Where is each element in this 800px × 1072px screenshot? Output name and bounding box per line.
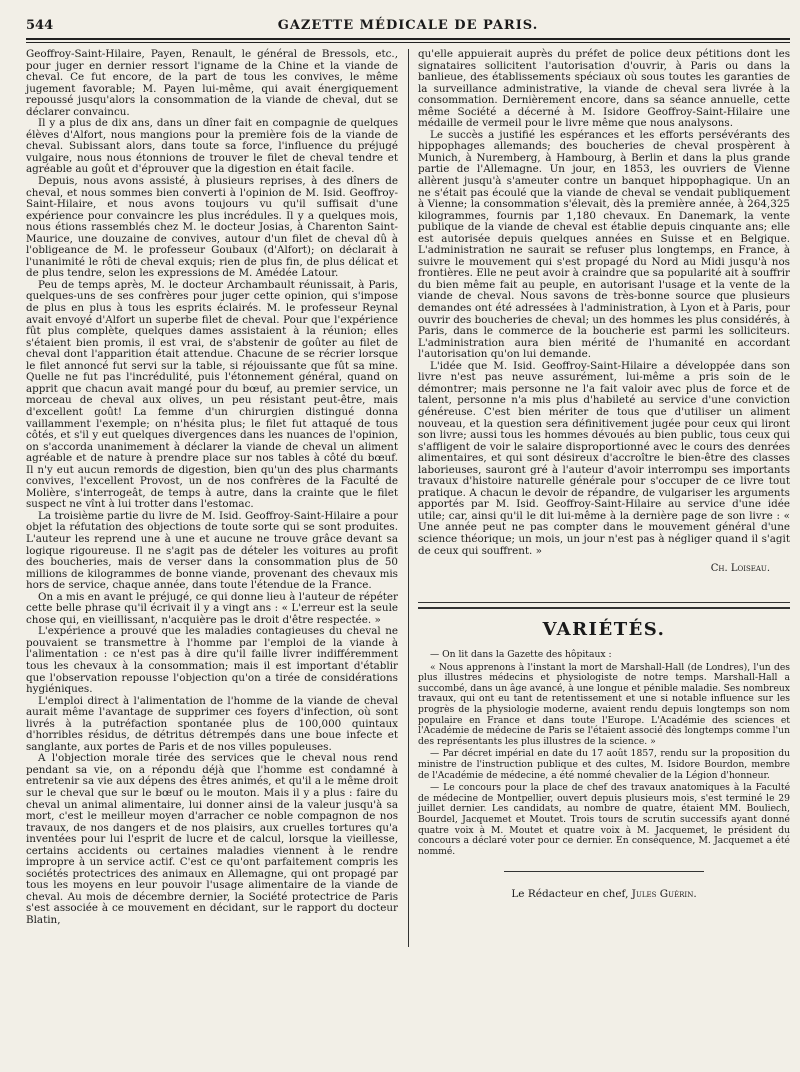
right-column [418,49,790,927]
header-rule [26,42,790,43]
news-item: — On lit dans la Gazette des hôpitaux : [430,649,612,661]
page-number: 544 [26,18,54,33]
paragraph: On a mis en avant le préjugé, ce qui donne lieu à l'auteur de répéter cette belle phrase qu'il écrivait il y a vingt ans : « L'erreur est la seule chose qui, en vieillissant, n'acquière pas le droit d'être respectée. » [26,590,398,626]
paragraph: Le succès a justifié les espérances et les efforts persévérants des hippophages allemands; des boucheries de cheval prospèrent à Munich, à Nuremberg, à Hambourg, à Berlin et dans la plus grande partie de l'Allemagne. Un jour, en 1853, les ouvriers de Vienne allèrent jusqu'à s'ameuter contre un banquet hippophagique. Un an ne s'était pas écoulé que la viande de cheval se vendait publiquement à Vienne; la consommation s'élevait, dès la première année, à 264,325 kilogrammes, fournis par 1,180 chevaux. En Danemark, la vente publique de la viande de cheval est établie depuis cinquante ans; elle est autorisée depuis quelques années en Suisse et en Belgique. L'administration ne saurait se refuser plus longtemps, en France, à suivre le mouvement qui s'est propagé du Nord au Midi jusqu'à nos frontières. Elle ne peut avoir à craindre que sa popularité ait à souffrir du bien même fait au peuple, en autorisant l'usage et la vente de la viande de cheval. Nous savons de très-bonne source que plusieurs demandes ont été adressées à l'administration, à Lyon et à Paris, pour ouvrir des boucheries de cheval; un des hommes les plus considérés, à Paris, dans le commerce de la boucherie est parmi les solliciteurs. L'administration aura bien mérité de l'humanité en accordant l'autorisation qu'on lui demande. [418,128,790,361]
paragraph: L'expérience a prouvé que les maladies contagieuses du cheval ne pouvaient se transmettre à l'homme par l'emploi de la viande à l'alimentation : ce n'est pas à dire qu'il faille livrer indifféremment tous les chevaux à la consommation; mais il est important d'établir que l'observation repousse l'objection qu'on a tirée de considérations hygiéniques. [26,625,398,696]
paragraph: La troisième partie du livre de M. Isid. Geoffroy-Saint-Hilaire a pour objet la réfutation des objections de toute sorte qui se sont produites. L'auteur les reprend une à une et aucune ne trouve grâce devant sa logique rigoureuse. Il ne s'agit pas de dételer les voitures au profit des boucheries, mais de verser dans la consommation plus de 50 millions de kilogrammes de bonne viande, provenant des chevaux mis hors de service, chaque année, dans toute l'étendue de la France. [26,509,398,592]
column-divider [408,49,409,947]
news-item: — Par décret impérial en date du 17 août 1857, rendu sur la proposition du ministre de l'instruction publique et des cultes, M. Isidore Bourdon, membre de l'Académie de médecine, a été nommé chevalier de la Légion d'honneur. [418,748,790,781]
paragraph: qu'elle appuierait auprès du préfet de police deux pétitions dont les signataires sollicitent l'autorisation d'ouvrir, à Paris ou dans la banlieue, des établissements spéciaux où sous toutes les garanties de la surveillance administrative, la viande de cheval sera livrée à la consommation. Dernièrement encore, dans sa séance annuelle, cette même Société a décerné à M. Isidore Geoffroy-Saint-Hilaire une médaille de vermeil pour le livre même que nous analysons. [418,48,790,130]
editor-label: Le Rédacteur en chef, [511,888,629,901]
columns [26,49,790,927]
paragraph: Peu de temps après, M. le docteur Archambault réunissait, à Paris, quelques-uns de ses confrères pour juger cette opinion, qui s'impose de plus en plus à tous les esprits éclairés. M. le professeur Reynal avait envoyé d'Alfort un superbe filet de cheval. Pour que l'expérience fût plus complète, quelques dames assistaient à la réunion; elles s'étaient bien promis, il est vrai, de s'abstenir de goûter au filet de cheval dont l'apparition était attendue. Chacune de se récrier lorsque le filet annoncé fut servi sur la table, si réjouissante que fût sa mine. Quelle ne fut pas l'incrédulité, puis l'étonnement général, quand on apprit que chacun avait mangé pour du bœuf, au premier service, un morceau de cheval aux olives, un peu résistant peut-être, mais d'excellent goût! La femme d'un chirurgien distingué donna vaillamment l'exemple; on n'hésita plus; le filet fut attaqué de tous côtés, et s'il y eut quelques divergences dans les nuances de l'opinion, on s'accorda unanimement à déclarer la viande de cheval un aliment agréable et de nature à prendre place sur nos tables à côté du bœuf. Il n'y eut aucun remords de digestion, bien qu'un des plus charmants convives, l'excellent Provost, un de nos confrères de la Faculté de Molière, s'interrogeât, de temps à autre, dans la crainte que le filet suspect ne vînt à lui trotter dans l'estomac. [26,278,398,511]
news-item: — Le concours pour la place de chef des travaux anatomiques à la Faculté de médecine de Montpellier, ouvert depuis plusieurs mois, s'est terminé le 29 juillet dernier. Les candidats, au nombre de quatre, étaient MM. Bouliech, Bourdel, Jacquemet et Moutet. Trois tours de scrutin successifs ayant donné quatre voix à M. Moutet et quatre voix à M. Jacquemet, le président du concours a déclaré voter pour ce dernier. En conséquence, M. Jacquemet a été nommé. [418,782,790,857]
editor-signature [418,888,790,900]
paragraph: Depuis, nous avons assisté, à plusieurs reprises, à des dîners de cheval, et nous sommes bien converti à l'opinion de M. Isid. Geoffroy-Saint-Hilaire, et nous avons toujours vu qu'il suffisait d'une expérience pour convaincre les plus incrédules. Il y a quelques mois, nous étions rassemblés chez M. le docteur Josias, à Charenton Saint-Maurice, une douzaine de convives, autour d'un filet de cheval dû à l'obligeance de M. le professeur Goubaux (d'Alfort); on déclarait à l'unanimité le rôti de cheval exquis; rien de plus fin, de plus délicat et de plus tendre, selon les expressions de M. Amédée Latour. [26,175,398,280]
paragraph: Il y a plus de dix ans, dans un dîner fait en compagnie de quelques élèves d'Alfort, nous mangions pour la première fois de la viande de cheval. Subissant alors, dans toute sa force, l'influence du préjugé vulgaire, nous nous étonnions de trouver le filet de cheval tendre et agréable au goût et d'éprouver que la digestion en était facile. [26,117,398,176]
varietes-title: VARIÉTÉS. [542,619,666,641]
section-rule [418,602,790,603]
paragraph: L'idée que M. Isid. Geoffroy-Saint-Hilaire a développée dans son livre n'est pas neuve assurément, lui-même a pris soin de le démontrer; mais personne ne l'a fait valoir avec plus de force et de talent, personne n'a mis plus d'habileté au service d'une conviction généreuse. C'est bien mériter de tous que d'utiliser un aliment nouveau, et la question sera définitivement jugée pour ceux qui liront son livre; aussi tous les hommes dévoués au bien public, tous ceux qui s'affligent de voir le salaire disproportionné avec le cours des denrées alimentaires, et qui sont désireux d'accroître le bien-être des classes laborieuses, sauront gré à l'auteur d'avoir interrompu ses importants travaux d'histoire naturelle générale pour s'occuper de ce livre tout pratique. A chacun le devoir de répandre, de vulgariser les arguments apportés par M. Isid. Geoffroy-Saint-Hilaire au service d'une idée utile; car, ainsi qu'il le dit lui-même à la dernière page de son livre : « Une année peut ne pas compter dans le mouvement général d'une science théorique; un mois, un jour n'est pas à négliger quand il s'agit de ceux qui souffrent. » [418,359,790,557]
journal-title: GAZETTE MÉDICALE DE PARIS. [277,18,539,33]
paragraph: Geoffroy-Saint-Hilaire, Payen, Renault, le général de Bressols, etc., pour juger en dernier ressort l'igname de la Chine et la viande de cheval. Ce fut encore, de la part de tous les convives, le même jugement favorable; M. Payen lui-même, qui avait énergiquement repoussé jusqu'alors la consommation de la viande de cheval, dut se déclarer convaincu. [26,48,398,118]
page-header [26,8,790,40]
editor-name: Jules Guérin. [631,888,697,901]
section-rule-thick [418,607,790,609]
article-signature: Ch. Loiseau. [710,563,770,575]
varietes-news [418,650,790,857]
paragraph: L'emploi direct à l'alimentation de l'homme de la viande de cheval aurait même l'avantage de supprimer ces foyers d'infection, où sont livrés à la putréfaction spontanée plus de 100,000 quintaux d'horribles résidus, de détritus détrempés dans une boue infecte et sanglante, aux portes de Paris et de nos villes populeuses. [26,694,398,753]
paragraph: A l'objection morale tirée des services que le cheval nous rend pendant sa vie, on a répondu déjà que l'homme est condamné à entretenir sa vie aux dépens des êtres animés, et qu'il a le même droit sur le cheval que sur le bœuf ou le mouton. Mais il y a plus : faire du cheval un animal alimentaire, lui donner ainsi de la valeur jusqu'à sa mort, c'est le meilleur moyen d'arracher ce noble compagnon de nos travaux, de nos dangers et de nos plaisirs, aux cruelles tortures qu'a inventées pour lui l'esprit de lucre et de calcul, lorsque la vieillesse, certains accidents ou certaines maladies viennent à le rendre impropre à un service actif. C'est ce qu'ont parfaitement compris les sociétés protectrices des animaux en Allemagne, qui ont propagé par tous les moyens en leur pouvoir l'usage alimentaire de la viande de cheval. Au mois de décembre dernier, la Société protectrice de Paris s'est associée à ce mouvement en décidant, sur le rapport du docteur Blatin, [26,752,398,927]
news-item: « Nous apprenons à l'instant la mort de Marshall-Hall (de Londres), l'un des plus illustres médecins et physiologiste de notre temps. Marshall-Hall a succombé, dans un âge avancé, à une longue et pénible maladie. Ses nombreux travaux, qui ont eu tant de retentissement et une si notable influence sur les progrès de la physiologie moderne, avaient rendu depuis longtemps son nom populaire en France et dans toute l'Europe. L'Académie des sciences et l'Académie de médecine de Paris se l'étaient associé dès longtemps comme l'un des représentants les plus illustres de la science. » [418,661,790,747]
left-column [26,49,398,927]
closing-rule [504,871,704,872]
